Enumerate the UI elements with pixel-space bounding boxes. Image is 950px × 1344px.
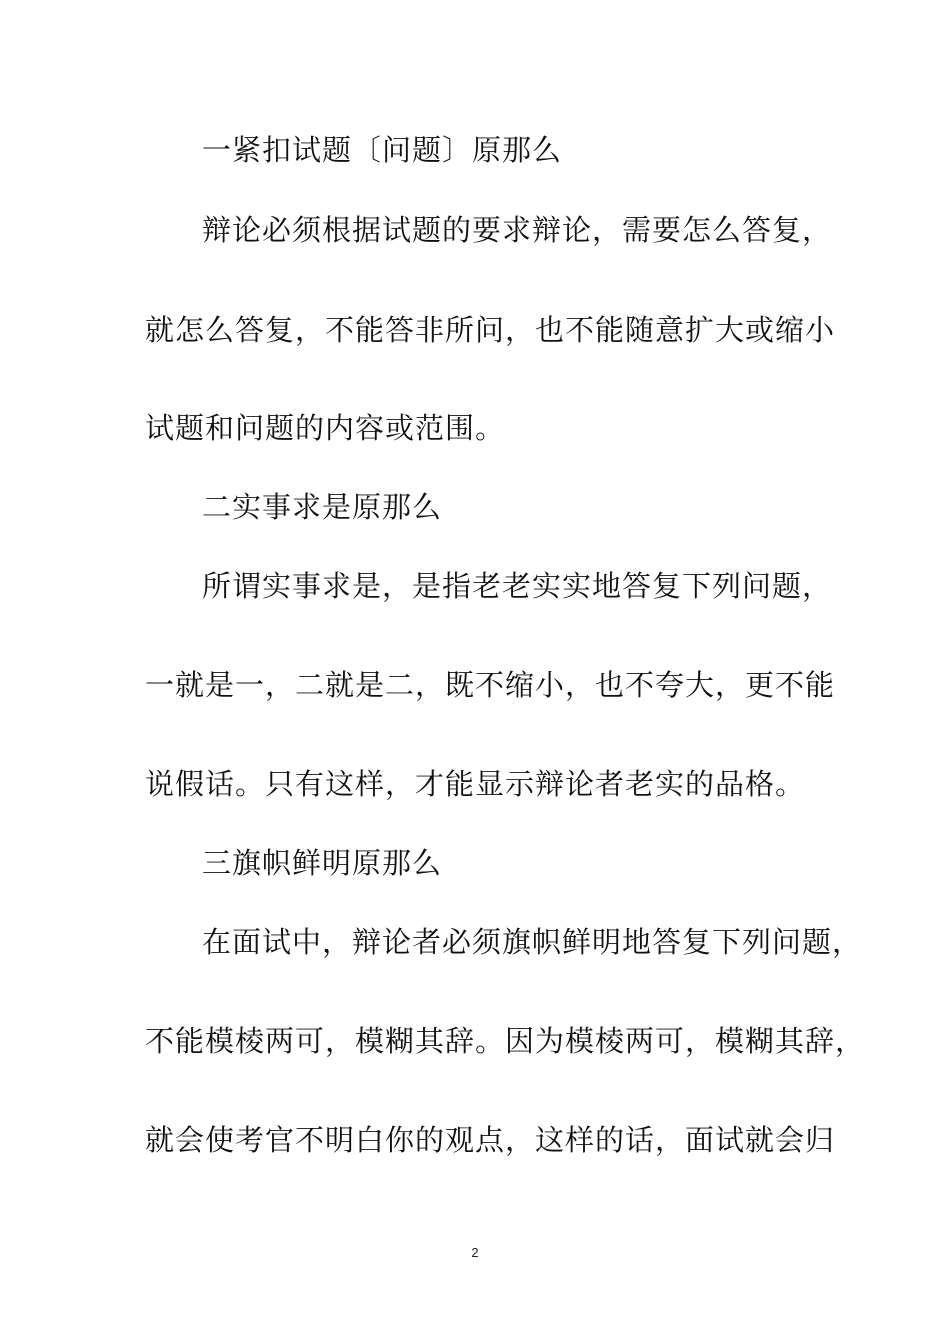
- paragraph-1-line-1: 辩论必须根据试题的要求辩论，需要怎么答复，: [202, 213, 833, 247]
- paragraph-3-line-3: 就会使考官不明白你的观点，这样的话，面试就会归: [145, 1123, 836, 1157]
- paragraph-1-line-3: 试题和问题的内容或范围。: [145, 411, 506, 445]
- paragraph-3-line-1: 在面试中，辩论者必须旗帜鲜明地答复下列问题，: [202, 925, 863, 959]
- section-heading-3: 三旗帜鲜明原那么: [202, 846, 443, 880]
- paragraph-1-line-2: 就怎么答复，不能答非所问，也不能随意扩大或缩小: [145, 313, 836, 347]
- section-heading-2: 二实事求是原那么: [202, 490, 443, 524]
- paragraph-2-line-1: 所谓实事求是，是指老老实实地答复下列问题，: [202, 569, 833, 603]
- page-number: 2: [471, 1245, 479, 1260]
- paragraph-2-line-3: 说假话。只有这样，才能显示辩论者老实的品格。: [145, 767, 806, 801]
- paragraph-3-line-2: 不能模棱两可，模糊其辞。因为模棱两可，模糊其辞，: [145, 1024, 866, 1058]
- section-heading-1: 一紧扣试题〔问题〕原那么: [202, 133, 563, 167]
- paragraph-2-line-2: 一就是一，二就是二，既不缩小，也不夸大，更不能: [145, 668, 836, 702]
